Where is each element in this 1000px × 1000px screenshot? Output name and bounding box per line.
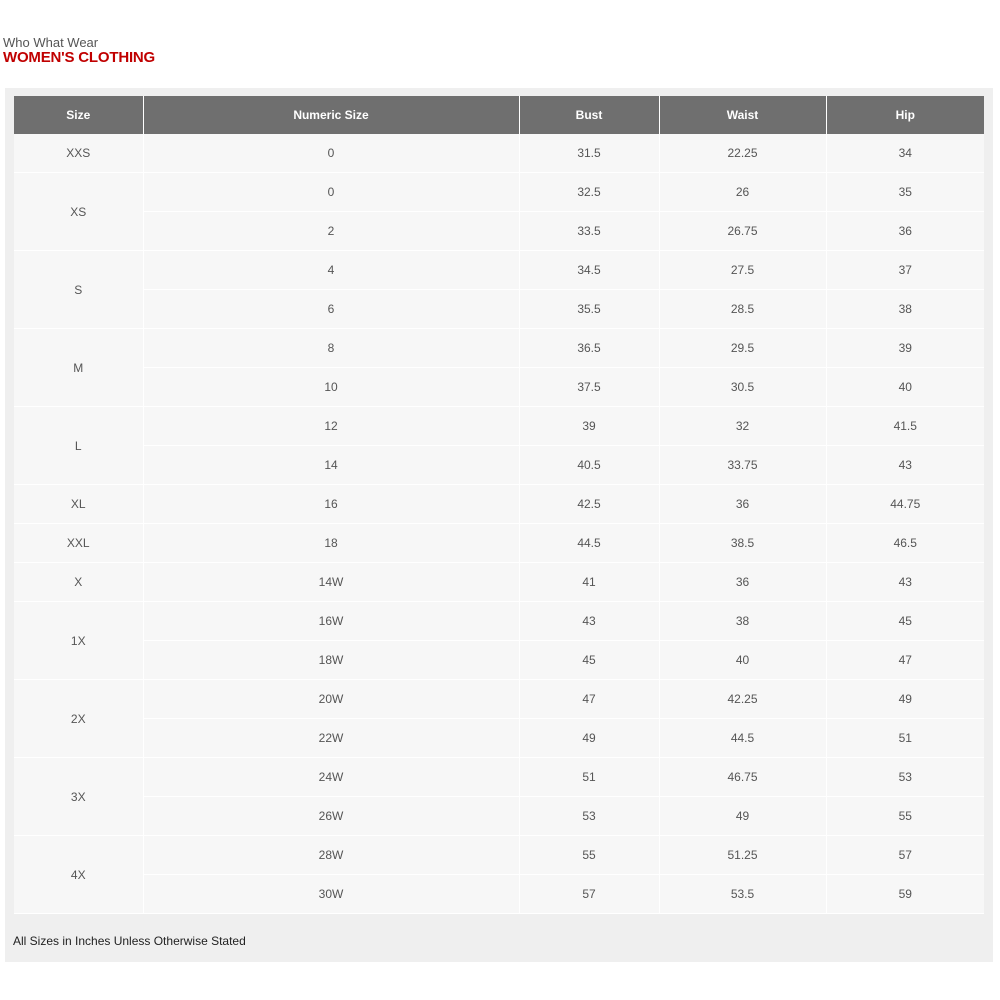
table-row bbox=[14, 368, 984, 407]
table-cell: 39 bbox=[826, 329, 984, 368]
size-label-cell: XXS bbox=[14, 134, 143, 173]
table-cell: 14W bbox=[143, 563, 519, 602]
table-cell: 38 bbox=[659, 602, 826, 641]
column-header: Size bbox=[14, 96, 143, 134]
table-row bbox=[14, 251, 984, 290]
size-chart-panel bbox=[5, 88, 993, 962]
table-cell: 43 bbox=[826, 446, 984, 485]
table-row bbox=[14, 758, 984, 797]
table-cell: 30.5 bbox=[659, 368, 826, 407]
table-cell: 46.75 bbox=[659, 758, 826, 797]
table-body bbox=[14, 134, 984, 914]
table-cell: 41 bbox=[519, 563, 659, 602]
table-cell: 16W bbox=[143, 602, 519, 641]
table-cell: 55 bbox=[519, 836, 659, 875]
table-cell: 36 bbox=[826, 212, 984, 251]
table-cell: 59 bbox=[826, 875, 984, 914]
table-cell: 51 bbox=[826, 719, 984, 758]
table-row bbox=[14, 212, 984, 251]
table-cell: 14 bbox=[143, 446, 519, 485]
table-cell: 26.75 bbox=[659, 212, 826, 251]
table-cell: 20W bbox=[143, 680, 519, 719]
table-cell: 57 bbox=[519, 875, 659, 914]
table-cell: 36 bbox=[659, 563, 826, 602]
table-cell: 27.5 bbox=[659, 251, 826, 290]
table-cell: 57 bbox=[826, 836, 984, 875]
table-cell: 35.5 bbox=[519, 290, 659, 329]
table-cell: 8 bbox=[143, 329, 519, 368]
column-header: Waist bbox=[659, 96, 826, 134]
table-cell: 45 bbox=[519, 641, 659, 680]
table-cell: 18 bbox=[143, 524, 519, 563]
brand-name: Who What Wear bbox=[3, 35, 99, 50]
table-cell: 33.5 bbox=[519, 212, 659, 251]
table-cell: 38 bbox=[826, 290, 984, 329]
table-header-row bbox=[14, 96, 984, 134]
table-cell: 24W bbox=[143, 758, 519, 797]
table-cell: 28.5 bbox=[659, 290, 826, 329]
table-row bbox=[14, 563, 984, 602]
size-label-cell: XS bbox=[14, 173, 143, 251]
size-chart-table bbox=[14, 96, 984, 914]
table-row bbox=[14, 134, 984, 173]
table-cell: 12 bbox=[143, 407, 519, 446]
column-header: Bust bbox=[519, 96, 659, 134]
table-cell: 51.25 bbox=[659, 836, 826, 875]
size-label-cell: 1X bbox=[14, 602, 143, 680]
table-cell: 33.75 bbox=[659, 446, 826, 485]
table-cell: 30W bbox=[143, 875, 519, 914]
size-label-cell: 2X bbox=[14, 680, 143, 758]
table-row bbox=[14, 602, 984, 641]
footnote: All Sizes in Inches Unless Otherwise Stated bbox=[13, 934, 246, 948]
table-cell: 40.5 bbox=[519, 446, 659, 485]
table-cell: 49 bbox=[519, 719, 659, 758]
page-title: WOMEN'S CLOTHING bbox=[3, 49, 156, 66]
size-label-cell: XL bbox=[14, 485, 143, 524]
table-cell: 28W bbox=[143, 836, 519, 875]
size-label-cell: S bbox=[14, 251, 143, 329]
table-cell: 42.25 bbox=[659, 680, 826, 719]
column-header: Hip bbox=[826, 96, 984, 134]
table-cell: 40 bbox=[826, 368, 984, 407]
table-cell: 44.5 bbox=[519, 524, 659, 563]
size-label-cell: X bbox=[14, 563, 143, 602]
table-cell: 36 bbox=[659, 485, 826, 524]
table-cell: 43 bbox=[826, 563, 984, 602]
table-cell: 31.5 bbox=[519, 134, 659, 173]
table-cell: 37.5 bbox=[519, 368, 659, 407]
table-row bbox=[14, 290, 984, 329]
table-cell: 55 bbox=[826, 797, 984, 836]
table-cell: 32.5 bbox=[519, 173, 659, 212]
table-cell: 0 bbox=[143, 134, 519, 173]
table-cell: 0 bbox=[143, 173, 519, 212]
table-cell: 34.5 bbox=[519, 251, 659, 290]
table-row bbox=[14, 485, 984, 524]
table-row bbox=[14, 641, 984, 680]
table-cell: 47 bbox=[826, 641, 984, 680]
table-cell: 44.75 bbox=[826, 485, 984, 524]
table-cell: 16 bbox=[143, 485, 519, 524]
table-cell: 32 bbox=[659, 407, 826, 446]
table-cell: 38.5 bbox=[659, 524, 826, 563]
table-cell: 49 bbox=[826, 680, 984, 719]
table-row bbox=[14, 680, 984, 719]
table-cell: 39 bbox=[519, 407, 659, 446]
column-header: Numeric Size bbox=[143, 96, 519, 134]
table-cell: 37 bbox=[826, 251, 984, 290]
table-cell: 35 bbox=[826, 173, 984, 212]
table-cell: 44.5 bbox=[659, 719, 826, 758]
table-cell: 2 bbox=[143, 212, 519, 251]
size-label-cell: M bbox=[14, 329, 143, 407]
table-cell: 43 bbox=[519, 602, 659, 641]
table-cell: 40 bbox=[659, 641, 826, 680]
table-cell: 53 bbox=[519, 797, 659, 836]
table-row bbox=[14, 797, 984, 836]
table-cell: 42.5 bbox=[519, 485, 659, 524]
table-row bbox=[14, 875, 984, 914]
table-cell: 6 bbox=[143, 290, 519, 329]
table-cell: 53 bbox=[826, 758, 984, 797]
table-cell: 4 bbox=[143, 251, 519, 290]
table-row bbox=[14, 836, 984, 875]
size-label-cell: L bbox=[14, 407, 143, 485]
table-cell: 22.25 bbox=[659, 134, 826, 173]
table-cell: 51 bbox=[519, 758, 659, 797]
table-cell: 10 bbox=[143, 368, 519, 407]
table-cell: 29.5 bbox=[659, 329, 826, 368]
table-cell: 53.5 bbox=[659, 875, 826, 914]
table-cell: 49 bbox=[659, 797, 826, 836]
table-cell: 41.5 bbox=[826, 407, 984, 446]
table-row bbox=[14, 407, 984, 446]
table-cell: 45 bbox=[826, 602, 984, 641]
table-cell: 36.5 bbox=[519, 329, 659, 368]
table-row bbox=[14, 446, 984, 485]
table-row bbox=[14, 524, 984, 563]
size-label-cell: 4X bbox=[14, 836, 143, 914]
table-cell: 26W bbox=[143, 797, 519, 836]
table-cell: 46.5 bbox=[826, 524, 984, 563]
table-cell: 26 bbox=[659, 173, 826, 212]
table-row bbox=[14, 173, 984, 212]
table-row bbox=[14, 719, 984, 758]
table-cell: 34 bbox=[826, 134, 984, 173]
size-label-cell: 3X bbox=[14, 758, 143, 836]
table-cell: 22W bbox=[143, 719, 519, 758]
table-row bbox=[14, 329, 984, 368]
table-cell: 47 bbox=[519, 680, 659, 719]
size-label-cell: XXL bbox=[14, 524, 143, 563]
table-cell: 18W bbox=[143, 641, 519, 680]
